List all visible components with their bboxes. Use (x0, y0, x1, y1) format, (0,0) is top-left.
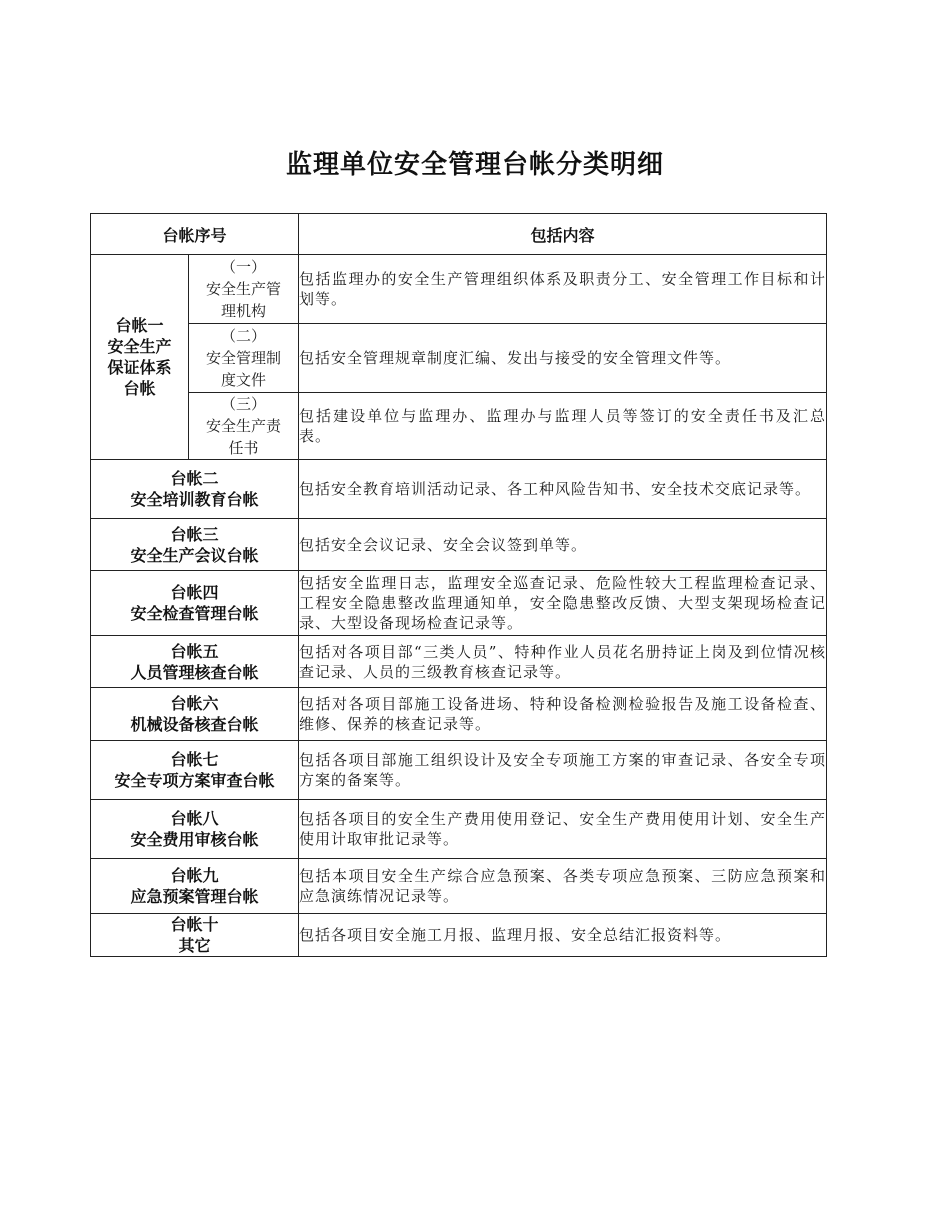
ledger-category (91, 859, 299, 914)
ledger-name: 安全培训教育台帐 (130, 490, 259, 509)
content-cell: 包括对各项目部施工设备进场、特种设备检测检验报告及施工设备检查、维修、保养的核查记录等。 (299, 688, 827, 741)
ledger-seq: 台帐六 (170, 694, 219, 713)
ledger-seq: 台帐八 (170, 809, 219, 828)
sub-ledger-name-line2: 度文件 (221, 371, 267, 389)
content-cell: 包括安全会议记录、安全会议签到单等。 (299, 519, 827, 571)
content-cell: 包括监理办的安全生产管理组织体系及职责分工、安全管理工作目标和计划等。 (299, 255, 827, 324)
ledger-seq: 台帐四 (170, 583, 219, 602)
ledger-seq: 台帐九 (170, 866, 219, 885)
sub-ledger-name (189, 255, 299, 324)
sub-ledger-name-line1: 安全生产管 (206, 280, 282, 298)
ledger-classification-table (90, 213, 827, 957)
table-row (91, 393, 827, 460)
table-row (91, 324, 827, 393)
ledger-category (91, 914, 299, 957)
header-content: 包括内容 (299, 214, 827, 255)
ledger-name: 人员管理核查台帐 (130, 662, 259, 682)
ledger-category (91, 460, 299, 519)
ledger-1-name-line1: 安全生产 (107, 337, 172, 356)
table-row (91, 914, 827, 957)
ledger-name: 安全专项方案审查台帐 (114, 771, 275, 790)
ledger-name: 安全检查管理台帐 (130, 604, 259, 623)
content-cell: 包括安全管理规章制度汇编、发出与接受的安全管理文件等。 (299, 324, 827, 393)
ledger-seq: 台帐十 (170, 915, 219, 934)
table-row (91, 460, 827, 519)
table-header-row (91, 214, 827, 255)
sub-ledger-number: （一） (221, 258, 267, 276)
content-cell: 包括建设单位与监理办、监理办与监理人员等签订的安全责任书及汇总表。 (299, 393, 827, 460)
ledger-category (91, 571, 299, 636)
sub-ledger-name (189, 393, 299, 460)
content-cell: 包括各项目的安全生产费用使用登记、安全生产费用使用计划、安全生产使用计取审批记录等。 (299, 800, 827, 859)
content-cell: 包括本项目安全生产综合应急预案、各类专项应急预案、三防应急预案和应急演练情况记录等。 (299, 859, 827, 914)
table-row (91, 255, 827, 324)
sub-ledger-name-line2: 任书 (228, 439, 259, 457)
sub-ledger-name (189, 324, 299, 393)
ledger-name: 安全生产会议台帐 (130, 545, 259, 565)
sub-ledger-name-line2: 理机构 (221, 302, 267, 320)
ledger-category (91, 741, 299, 800)
ledger-category (91, 519, 299, 571)
table-row (91, 800, 827, 859)
ledger-name: 机械设备核查台帐 (130, 715, 259, 734)
content-cell: 包括对各项目部“三类人员”、特种作业人员花名册持证上岗及到位情况核查记录、人员的三级教育核查记录等。 (299, 636, 827, 688)
ledger-seq: 台帐五 (170, 641, 219, 661)
sub-ledger-name-line1: 安全生产责 (206, 417, 282, 435)
ledger-seq: 台帐二 (170, 469, 219, 488)
header-ledger-number: 台帐序号 (91, 214, 299, 255)
ledger-name: 安全费用审核台帐 (130, 830, 259, 849)
ledger-1-name-line3: 台帐 (123, 379, 156, 398)
ledger-category (91, 688, 299, 741)
table-row (91, 688, 827, 741)
table-row (91, 741, 827, 800)
ledger-seq: 台帐七 (170, 750, 219, 769)
ledger-category (91, 800, 299, 859)
sub-ledger-number: （三） (221, 395, 267, 413)
ledger-1-seq: 台帐一 (115, 316, 164, 335)
sub-ledger-name-line1: 安全管理制 (206, 349, 282, 367)
content-cell: 包括各项目部施工组织设计及安全专项施工方案的审查记录、各安全专项方案的备案等。 (299, 741, 827, 800)
ledger-seq: 台帐三 (170, 524, 219, 544)
table-row (91, 859, 827, 914)
table-row (91, 519, 827, 571)
page-title: 监理单位安全管理台帐分类明细 (285, 150, 664, 180)
content-cell: 包括安全监理日志，监理安全巡查记录、危险性较大工程监理检查记录、工程安全隐患整改监理通知单，安全隐患整改反馈、大型支架现场检查记录、大型设备现场检查记录等。 (299, 571, 827, 636)
content-cell: 包括安全教育培训活动记录、各工种风险告知书、安全技术交底记录等。 (299, 460, 827, 519)
table-row (91, 571, 827, 636)
ledger-name: 应急预案管理台帐 (130, 887, 259, 906)
table-row (91, 636, 827, 688)
ledger-1-category (91, 255, 189, 460)
ledger-1-name-line2: 保证体系 (107, 358, 172, 377)
ledger-name: 其它 (178, 936, 211, 955)
sub-ledger-number: （二） (221, 327, 267, 345)
ledger-category (91, 636, 299, 688)
content-cell: 包括各项目安全施工月报、监理月报、安全总结汇报资料等。 (299, 914, 827, 957)
